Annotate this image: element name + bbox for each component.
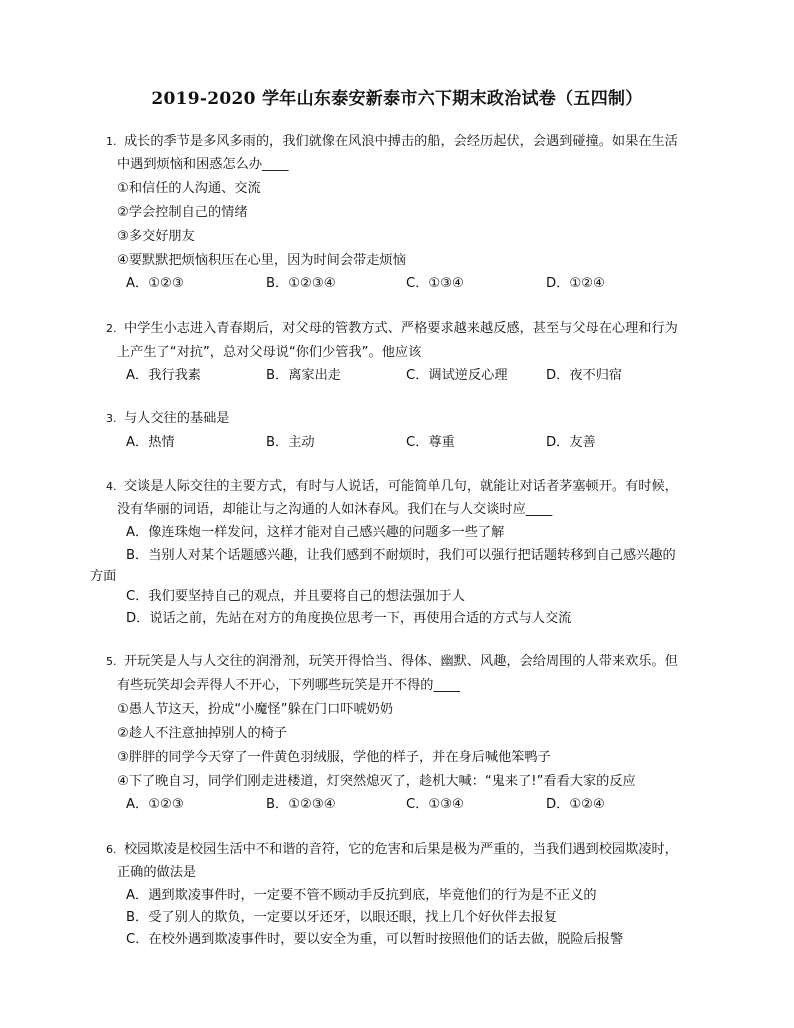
q1-stem-line1: 成长的季节是多风多雨的，我们就像在风浪中搏击的船，会经历起伏，会遇到碰撞。如果在生活 [124,134,678,149]
q3-option-d: D．友善 [546,435,596,450]
q1-item-4: ④要默默把烦恼积压在心里，因为时间会带走烦恼 [117,253,406,268]
q5-item-2: ②趁人不注意抽掉别人的椅子 [117,726,288,741]
q2-option-d: D．夜不归宿 [546,368,623,383]
q4-option-c: C．我们要坚持自己的观点，并且要将自己的想法强加于人 [126,589,465,604]
q2-stem-line1: 中学生小志进入青春期后，对父母的管教方式、严格要求越来越反感，甚至与父母在心理和行为 [124,321,678,336]
q4-option-d: D．说话之前，先站在对方的角度换位思考一下，再使用合适的方式与人交流 [126,611,572,626]
q1-item-1: ①和信任的人沟通、交流 [117,181,261,196]
q3-stem-line1: 与人交往的基础是 [124,411,230,426]
q5-stem-line2: 有些玩笑却会弄得人不开心，下列哪些玩笑是开不得的____ [117,678,460,693]
q2-option-c: C．调试逆反心理 [406,368,508,383]
q1-item-2: ②学会控制自己的情绪 [117,205,248,220]
q1-stem-line2: 中遇到烦恼和困惑怎么办____ [117,157,289,172]
q6-option-a: A．遇到欺凌事件时，一定要不管不顾动手反抗到底，毕竟他们的行为是不正义的 [126,888,597,903]
q5-item-4: ④下了晚自习，同学们刚走进楼道，灯突然熄灭了，趁机大喊：“鬼来了!”看看大家的反应 [117,774,636,789]
q3-option-a: A．热情 [126,435,175,450]
q5-number: 5. [106,655,117,668]
q4-number: 4. [106,480,117,493]
page-title: 2019-2020 学年山东泰安新泰市六下期末政治试卷（五四制） [151,89,643,109]
q6-option-b: B．受了别人的欺负，一定要以牙还牙，以眼还眼，找上几个好伙伴去报复 [126,910,558,925]
q2-option-b: B．离家出走 [266,368,341,383]
q5-option-d: D．①②④ [546,797,605,812]
q2-option-a: A．我行我素 [126,368,201,383]
q6-number: 6. [106,843,117,856]
q1-option-a: A．①②③ [126,276,184,291]
q5-item-1: ①愚人节这天，扮成“小魔怪”躲在门口吓唬奶奶 [117,702,394,717]
q1-option-c: C．①③④ [406,276,464,291]
q5-stem-line1: 开玩笑是人与人交往的润滑剂，玩笑开得恰当、得体、幽默、风趣，会给周围的人带来欢乐。但 [124,654,678,669]
q4-stem-line1: 交谈是人际交往的主要方式，有时与人说话，可能简单几句，就能让对话者茅塞顿开。有时候， [124,479,678,494]
q5-item-3: ③胖胖的同学今天穿了一件黄色羽绒服，学他的样子，并在身后喊他笨鸭子 [117,750,551,765]
q4-option-b-line2: 方面 [90,569,117,584]
q3-option-c: C．尊重 [406,435,455,450]
q3-option-b: B．主动 [266,435,315,450]
q1-option-d: D．①②④ [546,276,605,291]
q6-stem-line1: 校园欺凌是校园生活中不和谐的音符，它的危害和后果是极为严重的，当我们遇到校园欺凌时， [124,842,678,857]
q6-stem-line2: 正确的做法是 [117,865,197,880]
q5-option-c: C．①③④ [406,797,464,812]
q5-option-b: B．①②③④ [266,797,336,812]
q2-number: 2. [106,322,117,335]
q1-number: 1. [106,135,117,148]
q3-number: 3. [106,412,117,425]
q1-item-3: ③多交好朋友 [117,229,195,244]
q5-option-a: A．①②③ [126,797,184,812]
q4-stem-line2: 没有华丽的词语，却能让与之沟通的人如沐春风。我们在与人交谈时应____ [117,502,553,517]
q4-option-b-line1: B．当别人对某个话题感兴趣，让我们感到不耐烦时，我们可以强行把话题转移到自己感兴趣的 [126,548,676,563]
q6-option-c: C．在校外遇到欺凌事件时，要以安全为重，可以暂时按照他们的话去做，脱险后报警 [126,932,624,947]
q2-stem-line2: 上产生了“对抗”，总对父母说“你们少管我”。他应该 [117,345,422,360]
q1-option-b: B．①②③④ [266,276,336,291]
q4-option-a: A．像连珠炮一样发问，这样才能对自己感兴趣的问题多一些了解 [126,525,505,540]
